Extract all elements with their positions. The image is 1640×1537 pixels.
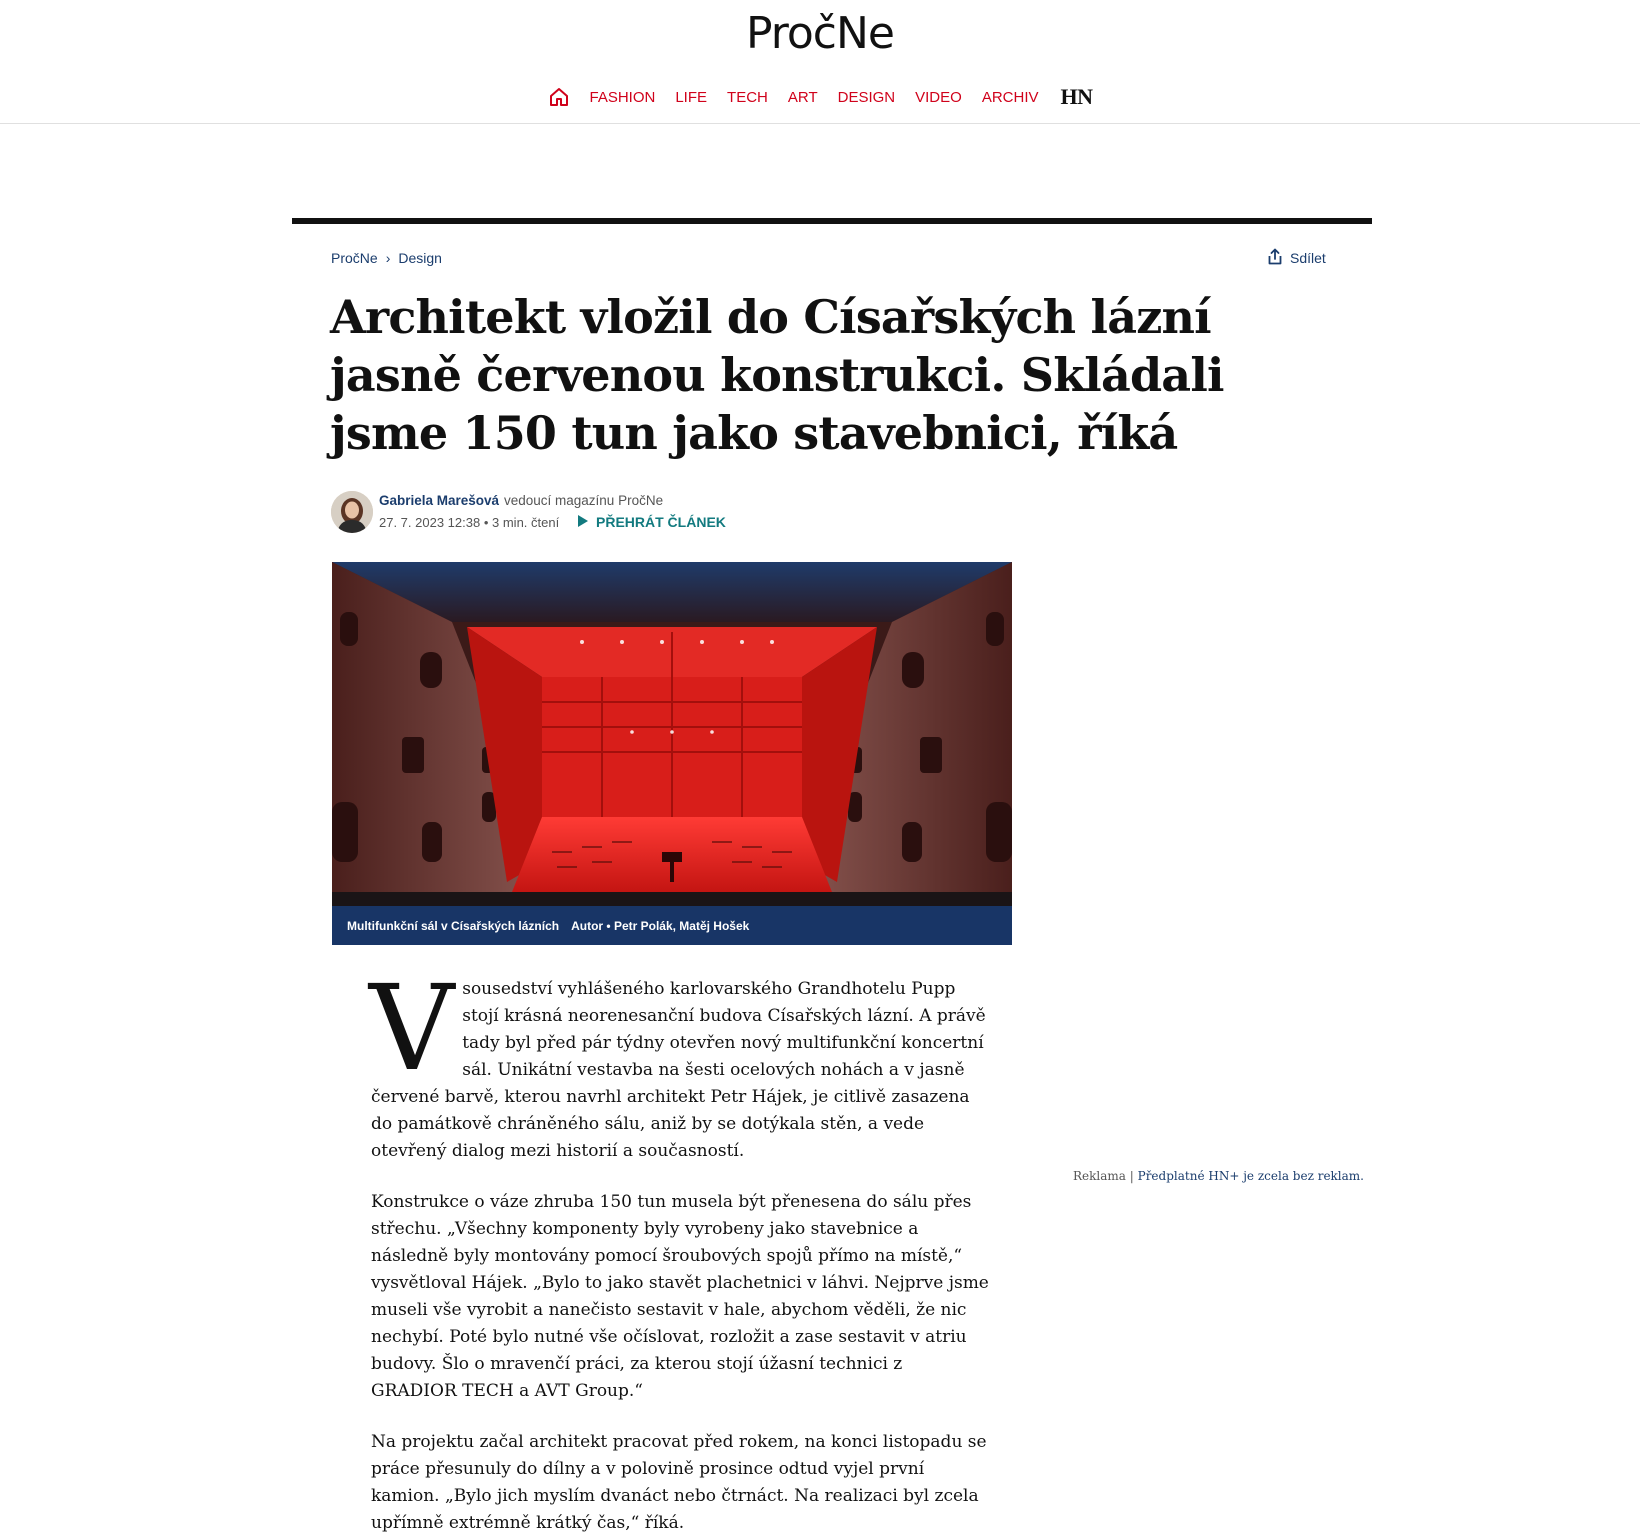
nav-item-design[interactable]: DESIGN [837, 88, 896, 106]
nav-item-life[interactable]: LIFE [675, 88, 708, 106]
publish-date: 27. 7. 2023 12:38 [379, 515, 481, 530]
ad-label-text: Reklama | [1073, 1169, 1134, 1183]
home-icon[interactable] [547, 85, 571, 109]
image-caption [332, 906, 1012, 945]
site-logo[interactable]: PročNe [746, 8, 894, 59]
share-label: Sdílet [1290, 250, 1326, 266]
nav-item-art[interactable]: ART [787, 88, 818, 106]
image-caption-text: Multifunkční sál v Císařských lázních [347, 918, 560, 933]
hero-image[interactable] [332, 562, 1012, 945]
hn-logo-link[interactable]: HN [1060, 84, 1093, 109]
dropcap: V [369, 959, 455, 1097]
concert-hall-photo [332, 562, 1012, 945]
breadcrumb [331, 250, 442, 266]
site-header [0, 0, 1640, 124]
author-role: vedoucí magazínu PročNe [504, 493, 664, 508]
nav-item-archiv[interactable]: ARCHIV [981, 88, 1039, 106]
breadcrumb-separator: › [385, 250, 391, 266]
share-button[interactable] [1268, 248, 1326, 268]
article-paragraph-2: Konstrukce o váze zhruba 150 tun musela být přenesena do sálu přes střechu. „Všechny komponenty byly vyrobeny jako stavebnice a následně byly montovány pomocí šroubových spojů přímo na místě,“ vysvětloval Hájek. „Bylo to jako stavět plachetnici v láhvi. Nejprve jsme museli vše vyrobit a nanečisto sestavit v hale, abychom věděli, že nic nechybí. Poté bylo nutné vše očíslovat, rozložit a zase sestavit v atriu budovy. Šlo o mravenčí práci, za kterou stojí úžasní technici z GRADIOR TECH a AVT Group.“ [371, 1192, 989, 1401]
article-paragraph-3: Na projektu začal architekt pracovat před rokem, na konci listopadu se práce přesunuly do dílny a v polovině prosince odtud vyjel první kamion. „Bylo jich myslím dvanáct nebo čtrnáct. Na realizaci byl zcela upřímně extrémně krátký čas,“ říká. [371, 1432, 987, 1533]
nav-item-fashion[interactable]: FASHION [589, 88, 656, 106]
share-icon [1268, 248, 1282, 268]
nav-item-video[interactable]: VIDEO [915, 88, 962, 106]
ad-label [1073, 1169, 1364, 1183]
paragraph-1-text: sousedství vyhlášeného karlovarského Grandhotelu Pupp stojí krásná neorenesanční budova Císařských lázní. A právě tady byl před pár týdny otevřen nový multifunkční koncertní sál. Unikátní vestavba na šesti ocelových nohách a v jasně červené barvě, kterou navrhl architekt Petr Hájek, je citlivě zasazena do památkově chráněného sálu, aniž by se dotýkala stěn, a vede otevřený dialog mezi historií a současností. [371, 979, 986, 1161]
article-paragraph-1 [369, 959, 991, 1165]
ad-free-link[interactable]: Předplatné HN+ je zcela bez reklam. [1137, 1169, 1364, 1183]
author-name[interactable]: Gabriela Marešová [379, 493, 500, 508]
read-time: 3 min. čtení [492, 515, 560, 530]
article-title: Architekt vložil do Císařských lázní jasně červenou konstrukci. Skládali jsme 150 tun jako stavebnici, říká [330, 290, 1224, 460]
play-icon [578, 514, 588, 530]
article-top-rule [292, 218, 1372, 224]
main-nav [0, 84, 1640, 110]
author-avatar[interactable] [331, 491, 373, 533]
play-article-label: PŘEHRÁT ČLÁNEK [596, 514, 726, 530]
meta-separator: • [483, 515, 489, 530]
play-article-button[interactable] [578, 514, 726, 530]
image-author: Autor • Petr Polák, Matěj Hošek [571, 918, 750, 933]
article-meta [379, 515, 559, 530]
breadcrumb-home[interactable]: PročNe [331, 250, 378, 266]
nav-item-tech[interactable]: TECH [727, 88, 768, 106]
article-body [369, 959, 991, 1537]
author-block [331, 491, 1031, 533]
breadcrumb-section[interactable]: Design [398, 250, 442, 266]
